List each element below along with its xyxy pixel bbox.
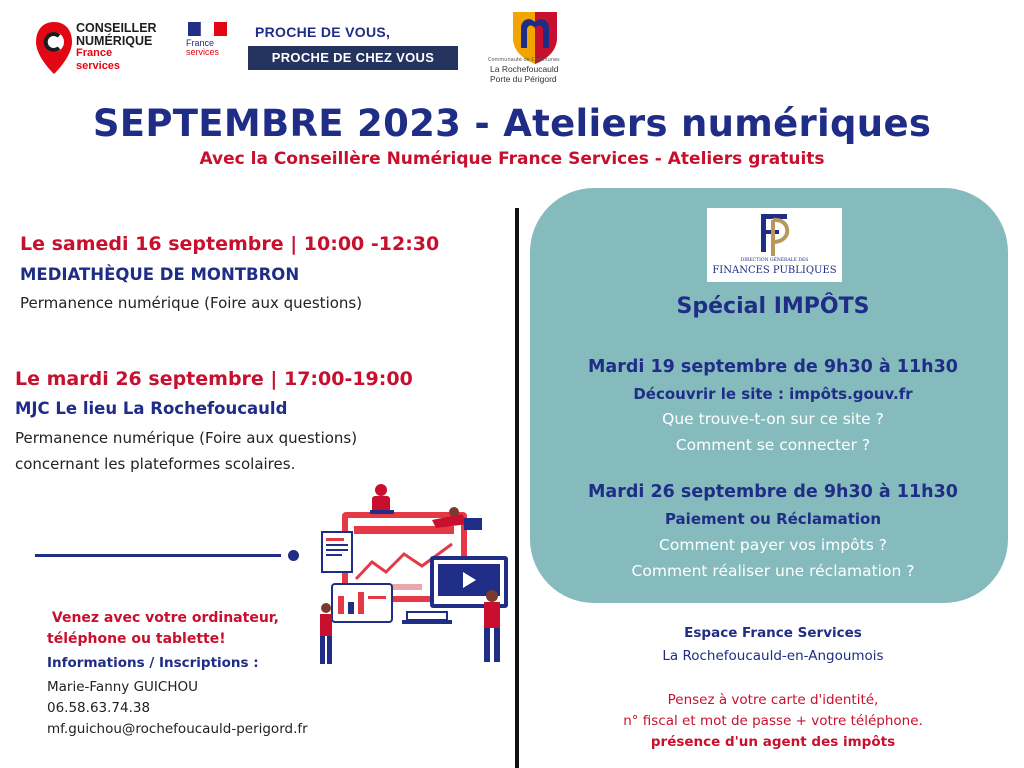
france-services-wordmark: France services bbox=[186, 38, 220, 57]
session-1-date: Mardi 19 septembre de 9h30 à 11h30 bbox=[588, 357, 958, 377]
event-2-date: Le mardi 26 septembre | 17:00-19:00 bbox=[15, 368, 413, 390]
session-1-topic: Découvrir le site : impôts.gouv.fr bbox=[633, 385, 913, 403]
event-1-date: Le samedi 16 septembre | 10:00 -12:30 bbox=[20, 233, 440, 255]
page-title: SEPTEMBRE 2023 - Ateliers numériques bbox=[92, 102, 932, 145]
reminder-line-2: n° fiscal et mot de passe + votre téléphone. bbox=[623, 713, 923, 729]
reminder-note bbox=[530, 690, 1016, 753]
conseiller-numerique-wordmark: CONSEILLER NUMÉRIQUE France services bbox=[76, 21, 157, 72]
location-city: La Rochefoucauld-en-Angoumois bbox=[662, 648, 884, 664]
decorative-line bbox=[35, 554, 281, 557]
event-1-place: MEDIATHÈQUE DE MONTBRON bbox=[20, 265, 300, 284]
dgfip-line-2: FINANCES PUBLIQUES bbox=[712, 265, 837, 276]
page-subtitle: Avec la Conseillère Numérique France Services - Ateliers gratuits bbox=[199, 149, 825, 169]
session-2-date: Mardi 26 septembre de 9h30 à 11h30 bbox=[588, 482, 958, 502]
impots-heading: Spécial IMPÔTS bbox=[676, 294, 870, 319]
slogan-line-1: PROCHE DE VOUS, bbox=[255, 24, 391, 40]
decorative-dot bbox=[288, 550, 299, 561]
dgfip-logo bbox=[707, 208, 842, 282]
session-1-question-2: Comment se connecter ? bbox=[675, 436, 871, 454]
digital-workshop-illustration-icon bbox=[312, 484, 517, 668]
event-2-place: MJC Le lieu La Rochefoucauld bbox=[15, 399, 288, 418]
reminder-line-1: Pensez à votre carte d'identité, bbox=[667, 692, 879, 708]
session-2-topic: Paiement ou Réclamation bbox=[664, 510, 882, 528]
bring-device-note: Venez avec votre ordinateur, téléphone ou tablette! bbox=[47, 610, 279, 647]
slogan-line-2: PROCHE DE CHEZ VOUS bbox=[248, 46, 458, 70]
contact-title: Informations / Inscriptions : bbox=[47, 655, 259, 671]
session-2-question-1: Comment payer vos impôts ? bbox=[659, 536, 887, 554]
event-1-description: Permanence numérique (Foire aux questions) bbox=[20, 294, 363, 312]
contact-phone: 06.58.63.74.38 bbox=[47, 700, 151, 716]
event-2-description: Permanence numérique (Foire aux questions) concernant les plateformes scolaires. bbox=[15, 429, 358, 473]
session-2-question-2: Comment réaliser une réclamation ? bbox=[631, 562, 915, 580]
cdc-small-label: Communauté de Communes bbox=[488, 57, 560, 63]
dgfip-line-1: DIRECTION GÉNÉRALE DES bbox=[740, 258, 809, 263]
reminder-line-3: présence d'un agent des impôts bbox=[650, 734, 896, 750]
contact-email: mf.guichou@rochefoucauld-perigord.fr bbox=[47, 721, 308, 737]
contact-name: Marie-Fanny GUICHOU bbox=[47, 679, 198, 695]
contact-details bbox=[47, 677, 308, 740]
cdc-name: La Rochefoucauld Porte du Périgord bbox=[490, 64, 559, 84]
location-name: Espace France Services bbox=[684, 625, 862, 641]
session-1-question-1: Que trouve-t-on sur ce site ? bbox=[662, 410, 884, 428]
